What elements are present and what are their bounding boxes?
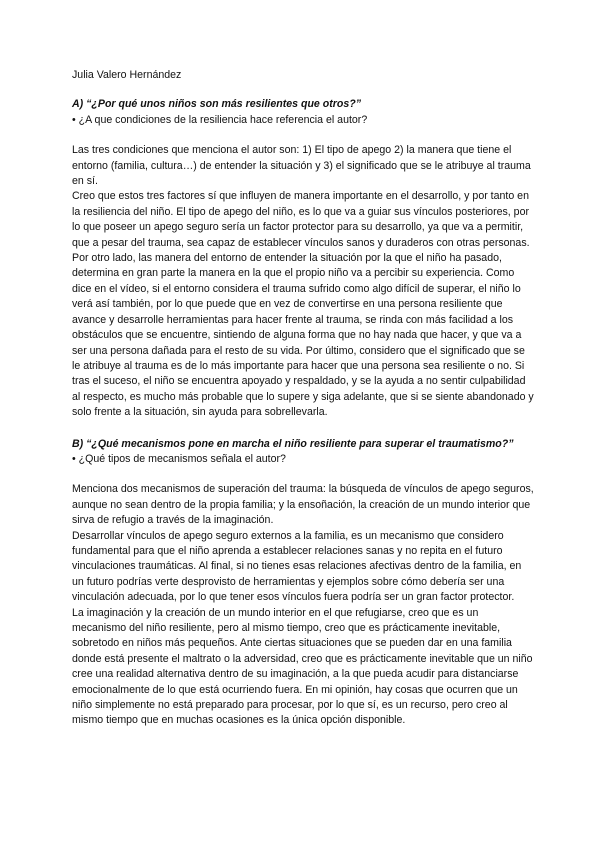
section-b-question: • ¿Qué tipos de mecanismos señala el autor? xyxy=(72,452,286,465)
document-page xyxy=(72,68,534,729)
section-a xyxy=(72,97,534,420)
section-a-heading: A) “¿Por qué unos niños son más resilientes que otros?” xyxy=(72,98,362,111)
section-b-heading: B) “¿Qué mecanismos pone en marcha el niño resiliente para superar el traumatismo?” xyxy=(72,437,514,450)
section-b-paragraph-2: Desarrollar vínculos de apego seguro externos a la familia, es un mecanismo que considero fundamental para que el niño aprenda a establecer relaciones sanas y no repita en el futuro vinculaciones traumáticas. Al final, si no tienes esas relaciones afectivas dentro de la familia, en un futuro podrías verte desprovisto de herramientas y ejemplos sobre cómo debería ser una vinculación adecuada, por lo que tener esos vínculos fuera podría ser un gran factor protector. xyxy=(72,529,522,604)
section-a-paragraph-1: Las tres condiciones que menciona el autor son: 1) El tipo de apego 2) la manera que tiene el entorno (familia, cultura…) de entender la situación y 3) el significado que se le atribuye al trauma en sí. xyxy=(72,144,531,188)
section-b xyxy=(72,437,534,729)
section-a-question: • ¿A que condiciones de la resiliencia hace referencia el autor? xyxy=(72,113,368,126)
author-name: Julia Valero Hernández xyxy=(72,69,182,81)
section-b-paragraph-3: La imaginación y la creación de un mundo interior en el que refugiarse, creo que es un mecanismo del niño resiliente, pero al mismo tiempo, creo que es prácticamente inevitable, sobretodo en niños más pequeños. Ante ciertas situaciones que se pueden dar en una familia donde está presente el maltrato o la adversidad, creo que es prácticamente inevitable que un niño cree una realidad alternativa dentro de su imaginación, a la que pueda acudir para distanciarse emocionalmente de lo que está ocurriendo fuera. En mi opinión, hay cosas que ocurren que un niño simplemente no está preparado para procesar, por lo que sí, es un recurso, pero creo al mismo tiempo que en muchas ocasiones es la única opción disponible. xyxy=(72,606,533,727)
section-b-paragraph-1: Menciona dos mecanismos de superación del trauma: la búsqueda de vínculos de apego seguros, aunque no sean dentro de la propia familia; y la ensoñación, la creación de un mundo interior que sirva de refugio a través de la imaginación. xyxy=(72,483,534,527)
section-a-paragraph-2: Creo que estos tres factores sí que influyen de manera importante en el desarrollo, y por tanto en la resiliencia del niño. El tipo de apego del niño, es lo que va a guiar sus vínculos posteriores, por lo que poseer un apego seguro sería un factor protector para su desarrollo, ya que va a permitir, que a pesar del trauma, sea capaz de establecer vínculos sanos y duraderos con otras personas. Por otro lado, las manera del entorno de entender la situación por la que el niño ha pasado, determina en gran parte la manera en la que el propio niño va a percibir su experiencia. Como dice en el vídeo, si el entorno considera el trauma sufrido como algo difícil de superar, el niño lo verá así también, por lo que puede que en vez de convertirse en una persona resiliente que avance y desarrolle herramientas para hacer frente al trauma, se rinda con más facilidad a los obstáculos que se encuentre, sintiendo de alguna forma que no hay nada que hacer, y que va a ser una persona dañada para el resto de su vida. Por último, considero que el significado que se le atribuye al trauma es de lo más importante para hacer que una persona sea resiliente o no. Si tras el suceso, el niño se encuentra apoyado y respaldado, y se la ayuda a no sentir culpabilidad al respecto, es mucho más probable que lo supere y siga adelante, que si se siente abandonado y solo frente a la situación, sin ayuda para sobrellevarla. xyxy=(72,190,534,419)
